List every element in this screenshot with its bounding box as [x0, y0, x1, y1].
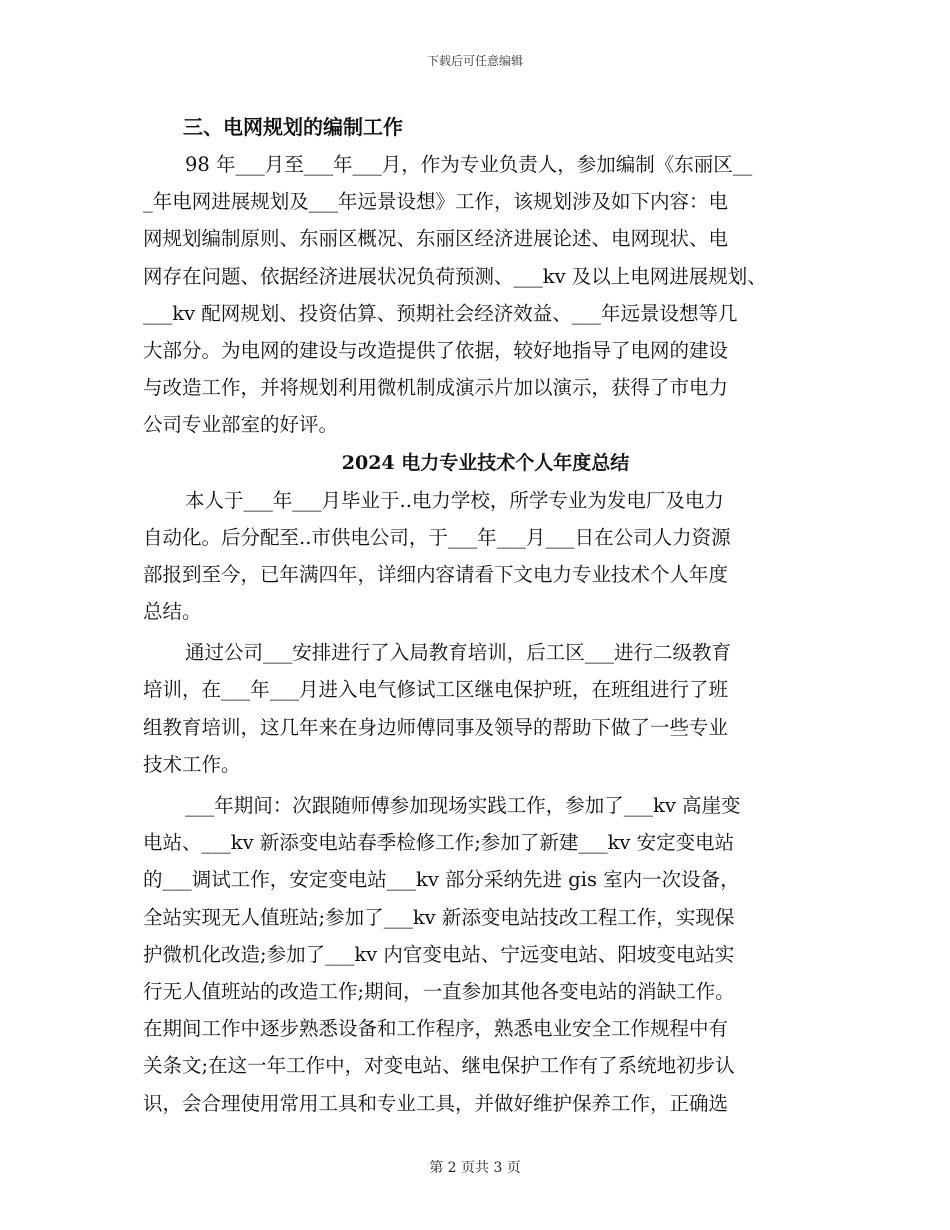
text-line: 电站、___kv 新添变电站春季检修工作;参加了新建___kv 安定变电站	[143, 831, 735, 855]
text-line: 识，会合理使用常用工具和专业工具，并做好维护保养工作，正确选	[143, 1091, 729, 1115]
page-header: 下载后可任意编辑	[426, 54, 523, 68]
text-line: _年电网进展规划及___年远景设想》工作，该规划涉及如下内容：电	[143, 190, 729, 214]
text-line: 组教育培训，这几年来在身边师傅同事及领导的帮助下做了一些专业	[143, 715, 729, 739]
paragraph-2	[143, 634, 828, 783]
paragraph-3	[143, 787, 828, 1122]
text-line: 全站实现无人值班站;参加了___kv 新添变电站技改工程工作，实现保	[143, 905, 735, 929]
text-line: ___kv 配网规划、投资估算、预期社会经济效益、___年远景设想等几	[143, 301, 738, 325]
text-line: 网存在问题、依据经济进展状况负荷预测、___kv 及以上电网进展规划、	[143, 264, 767, 288]
text-line: 技术工作。	[143, 752, 241, 776]
section-paragraph	[143, 146, 828, 444]
text-line: 自动化。后分配至..市供电公司，于___年___月___日在公司人力资源	[143, 525, 731, 549]
text-line: 部报到至今，已年满四年，详细内容请看下文电力专业技术个人年度	[143, 562, 729, 586]
text-line: ___年期间：次跟随师傅参加现场实践工作，参加了___kv 高崖变	[185, 794, 741, 817]
text-line: 行无人值班站的改造工作;期间，一直参加其他各变电站的消缺工作。	[143, 979, 735, 1003]
text-line: 与改造工作，并将规划利用微机制成演示片加以演示，获得了市电力	[143, 376, 729, 400]
text-line: 通过公司___安排进行了入局教育培训，后工区___进行二级教育	[185, 641, 732, 665]
text-line: 护微机化改造;参加了___kv 内官变电站、宁远变电站、阳坡变电站实	[143, 942, 735, 966]
document-title: 2024 电力专业技术个人年度总结	[341, 451, 630, 474]
text-line: 培训，在___年___月进入电气修试工区继电保护班，在班组进行了班	[143, 678, 729, 702]
text-line: 本人于___年___月毕业于..电力学校，所学专业为发电厂及电力	[185, 488, 724, 512]
text-line: 关条文;在这一年工作中，对变电站、继电保护工作有了系统地初步认	[143, 1054, 735, 1078]
text-line: 公司专业部室的好评。	[143, 413, 339, 437]
section-heading: 三、电网规划的编制工作	[183, 115, 403, 139]
page-footer: 第 2 页共 3 页	[429, 1160, 521, 1176]
text-line: 98 年___月至___年___月，作为专业负责人，参加编制《东丽区__	[185, 153, 753, 176]
text-line: 在期间工作中逐步熟悉设备和工作程序，熟悉电业安全工作规程中有	[143, 1017, 729, 1041]
paragraph-1	[143, 482, 828, 631]
text-line: 总结。	[143, 600, 202, 624]
document-body	[143, 108, 828, 1122]
text-line: 的___调试工作，安定变电站___kv 部分采纳先进 gis 室内一次设备，	[143, 868, 740, 892]
text-line: 大部分。为电网的建设与改造提供了依据，较好地指导了电网的建设	[143, 338, 729, 362]
text-line: 网规划编制原则、东丽区概况、东丽区经济进展论述、电网现状、电	[143, 227, 729, 251]
